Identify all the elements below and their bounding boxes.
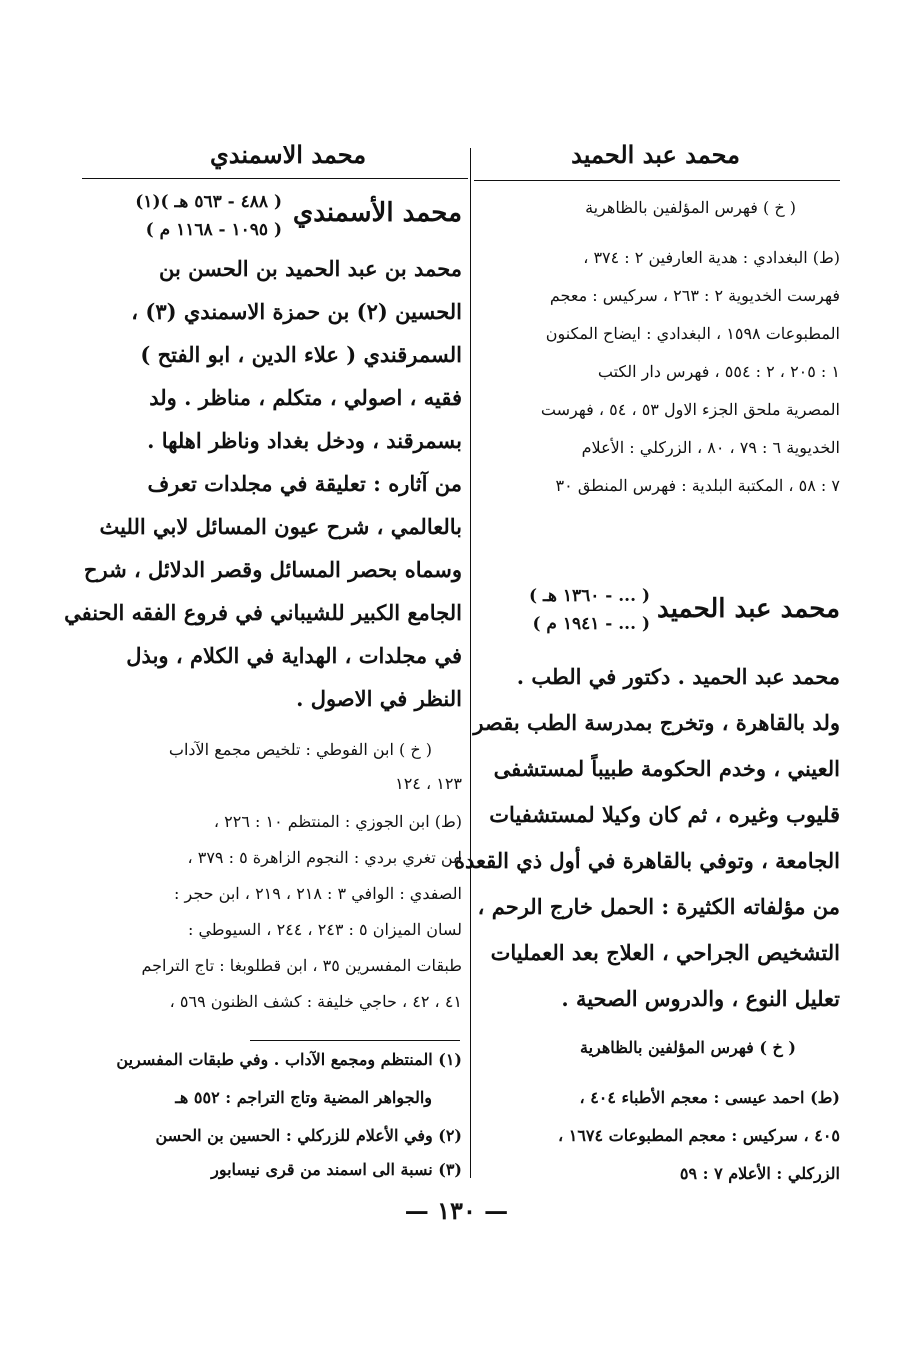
- body-line: محمد عبد الحميد . دكتور في الطب .: [516, 664, 840, 689]
- body-line: فقيه ، اصولي ، متكلم ، مناظر . ولد: [149, 385, 462, 410]
- page-number: — ١٣٠ —: [404, 1196, 509, 1225]
- body-line: قليوب وغيره ، ثم كان وكيلا لمستشفيات: [489, 802, 840, 827]
- body-line: النظر في الاصول .: [296, 686, 462, 711]
- body-line: السمرقندي ( علاء الدين ، ابو الفتح ): [140, 342, 462, 367]
- source-line: طبقات المفسرين ٣٥ ، ابن قطلوبغا : تاج التراجم: [141, 956, 462, 975]
- entry-name: محمد عبد الحميد: [657, 594, 840, 624]
- footnote: (١) المنتظم ومجمع الآداب . وفي طبقات المفسرين: [116, 1050, 462, 1069]
- source-line: ٤١ ، ٤٢ ، حاجي خليفة : كشف الظنون ٥٦٩ ،: [169, 992, 462, 1011]
- body-line: العيني ، وخدم الحكومة طبيباً لمستشفى: [493, 756, 840, 781]
- entry-name: محمد الأسمندي: [292, 198, 462, 228]
- body-line: الحسين (٢) بن حمزة الاسمندي (٣) ،: [131, 299, 462, 324]
- source-line: ١ : ٢٠٥ ، ٢ : ٥٥٤ ، فهرس دار الكتب: [597, 362, 840, 381]
- column-divider: [470, 148, 471, 1178]
- entry-dates-gregorian: ( ... - ١٩٤١ م ): [532, 614, 650, 634]
- body-line: تعليل النوع ، والدروس الصحية .: [561, 986, 840, 1011]
- page-header: [60, 140, 850, 176]
- source-line: لسان الميزان ٥ : ٢٤٣ ، ٢٤٤ ، السيوطي :: [187, 920, 462, 939]
- running-title-right: محمد عبد الحميد: [571, 140, 740, 169]
- running-title-left: محمد الاسمندي: [210, 140, 367, 169]
- source-line: المصرية ملحق الجزء الاول ٥٣ ، ٥٤ ، فهرست: [540, 400, 840, 419]
- source-line: ٤٠٥ ، سركيس : معجم المطبوعات ١٦٧٤ ،: [558, 1126, 840, 1145]
- footnote: (٣) نسبة الى اسمند من قرى نيسابور: [211, 1160, 462, 1179]
- source-line: (ط) ابن الجوزي : المنتظم ١٠ : ٢٢٦ ،: [213, 812, 462, 831]
- source-line: الصفدي : الوافي ٣ : ٢١٨ ، ٢١٩ ، ابن حجر :: [174, 884, 462, 903]
- source-line: ( خ ) ابن الفوطي : تلخيص مجمع الآداب: [168, 740, 432, 759]
- entry-dates-hijri: ( ٤٨٨ - ٥٦٣ هـ )(١): [135, 192, 282, 212]
- footnote: (٢) وفي الأعلام للزركلي : الحسين بن الحسن: [155, 1126, 462, 1145]
- body-line: في مجلدات ، الهداية في الكلام ، وبذل: [126, 643, 462, 668]
- source-line: الخديوية ٦ : ٧٩ ، ٨٠ ، الزركلي : الأعلام: [581, 438, 840, 457]
- source-line: ( خ ) فهرس المؤلفين بالظاهرية: [585, 198, 796, 217]
- source-line: الزركلي : الأعلام ٧ : ٥٩: [679, 1164, 840, 1183]
- source-line: (ط) احمد عيسى : معجم الأطباء ٤٠٤ ،: [579, 1088, 840, 1107]
- body-line: من آثاره : تعليقة في مجلدات تعرف: [147, 471, 462, 496]
- source-line: فهرست الخديوية ٢ : ٢٦٣ ، سركيس : معجم: [549, 286, 840, 305]
- body-line: الجامعة ، وتوفي بالقاهرة في أول ذي القعدة: [453, 848, 840, 873]
- entry-dates-gregorian: ( ١٠٩٥ - ١١٦٨ م ): [145, 220, 282, 240]
- entry-dates-hijri: ( ... - ١٣٦٠ هـ ): [529, 586, 650, 606]
- source-line: المطبوعات ١٥٩٨ ، البغدادي : ايضاح المكنون: [545, 324, 840, 343]
- source-line: ١٢٣ ، ١٢٤: [395, 774, 462, 793]
- body-line: بالعالمي ، شرح عيون المسائل لابي الليث: [99, 514, 462, 539]
- body-line: محمد بن عبد الحميد بن الحسن بن: [158, 256, 462, 281]
- source-line: (ط) البغدادي : هدية العارفين ٢ : ٣٧٤ ،: [583, 248, 840, 267]
- footnote: والجواهر المضية وتاج التراجم : ٥٥٢ هـ: [175, 1088, 432, 1107]
- body-line: ولد بالقاهرة ، وتخرج بمدرسة الطب بقصر: [473, 710, 840, 735]
- body-line: من مؤلفاته الكثيرة : الحمل خارج الرحم ،: [477, 894, 840, 919]
- body-line: وسماه بحصر المسائل وقصر الدلائل ، شرح: [83, 557, 462, 582]
- source-line: ابن تغري بردي : النجوم الزاهرة ٥ : ٣٧٩ ،: [187, 848, 462, 867]
- body-line: التشخيص الجراحي ، العلاج بعد العمليات: [490, 940, 840, 965]
- source-line: ( خ ) فهرس المؤلفين بالظاهرية: [579, 1038, 796, 1057]
- footnote-rule: [250, 1040, 460, 1041]
- source-line: ٧ : ٥٨ ، المكتبة البلدية : فهرس المنطق ٣٠: [555, 476, 840, 495]
- body-line: الجامع الكبير للشيباني في فروع الفقه الحنفي: [64, 600, 462, 625]
- header-rule-left: [82, 178, 468, 179]
- header-rule-right: [474, 180, 840, 181]
- body-line: بسمرقند ، ودخل بغداد وناظر اهلها .: [147, 428, 462, 453]
